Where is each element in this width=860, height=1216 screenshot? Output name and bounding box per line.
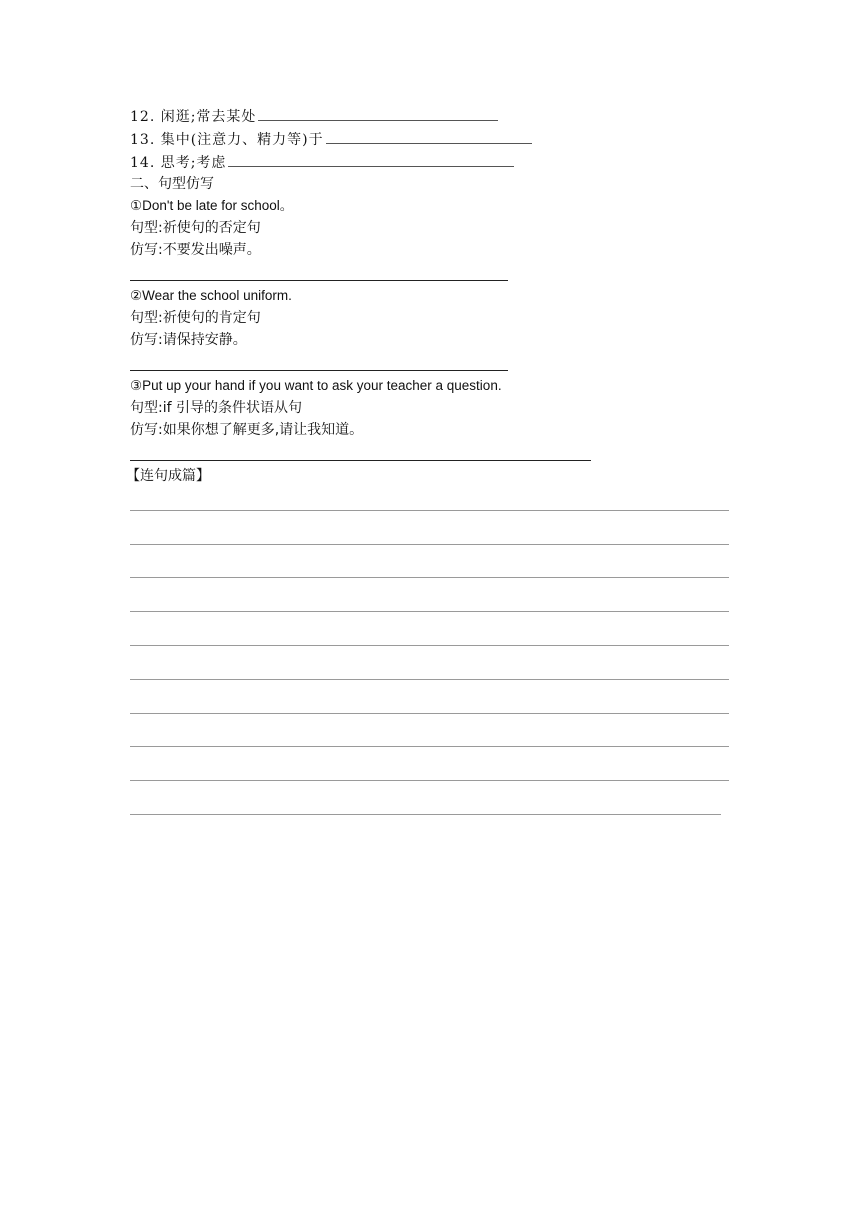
imitation-task-3: 仿写:如果你想了解更多,请让我知道。 bbox=[130, 422, 364, 438]
answer-line-1[interactable] bbox=[130, 280, 508, 281]
pattern-label-1: 句型:祈使句的否定句 bbox=[130, 220, 261, 236]
writing-line[interactable] bbox=[130, 577, 729, 578]
answer-line-2[interactable] bbox=[130, 370, 508, 371]
vocab-item-12 bbox=[130, 106, 498, 127]
vocab-item-label: 13. 集中(注意力、精力等)于 bbox=[130, 132, 324, 148]
writing-line[interactable] bbox=[130, 645, 729, 646]
writing-line[interactable] bbox=[130, 510, 729, 511]
vocab-item-14 bbox=[130, 152, 514, 173]
writing-line[interactable] bbox=[130, 746, 729, 747]
pattern-label-3: 句型:if 引导的条件状语从句 bbox=[130, 400, 302, 416]
vocab-item-13 bbox=[130, 129, 532, 150]
vocab-blank[interactable] bbox=[326, 129, 532, 144]
imitation-task-2: 仿写:请保持安静。 bbox=[130, 332, 247, 348]
vocab-item-label: 14. 思考;考虑 bbox=[130, 155, 227, 171]
vocab-item-label: 12. 闲逛;常去某处 bbox=[130, 109, 257, 125]
writing-line[interactable] bbox=[130, 544, 729, 545]
pattern-label-2: 句型:祈使句的肯定句 bbox=[130, 310, 261, 326]
writing-line[interactable] bbox=[130, 679, 729, 680]
writing-line[interactable] bbox=[130, 611, 729, 612]
answer-line-3[interactable] bbox=[130, 460, 591, 461]
writing-line[interactable] bbox=[130, 814, 721, 815]
writing-line[interactable] bbox=[130, 713, 729, 714]
example-sentence-3: ③Put up your hand if you want to ask your teacher a question. bbox=[130, 378, 502, 393]
example-sentence-1: ①Don't be late for school。 bbox=[130, 198, 294, 213]
imitation-task-1: 仿写:不要发出噪声。 bbox=[130, 242, 261, 258]
example-sentence-2: ②Wear the school uniform. bbox=[130, 288, 292, 303]
writing-line[interactable] bbox=[130, 780, 729, 781]
vocab-blank[interactable] bbox=[258, 106, 498, 121]
vocab-blank[interactable] bbox=[228, 152, 514, 167]
section-heading-sentence-imitation: 二、句型仿写 bbox=[130, 176, 214, 192]
section-heading-paragraph: 【连句成篇】 bbox=[126, 468, 210, 484]
